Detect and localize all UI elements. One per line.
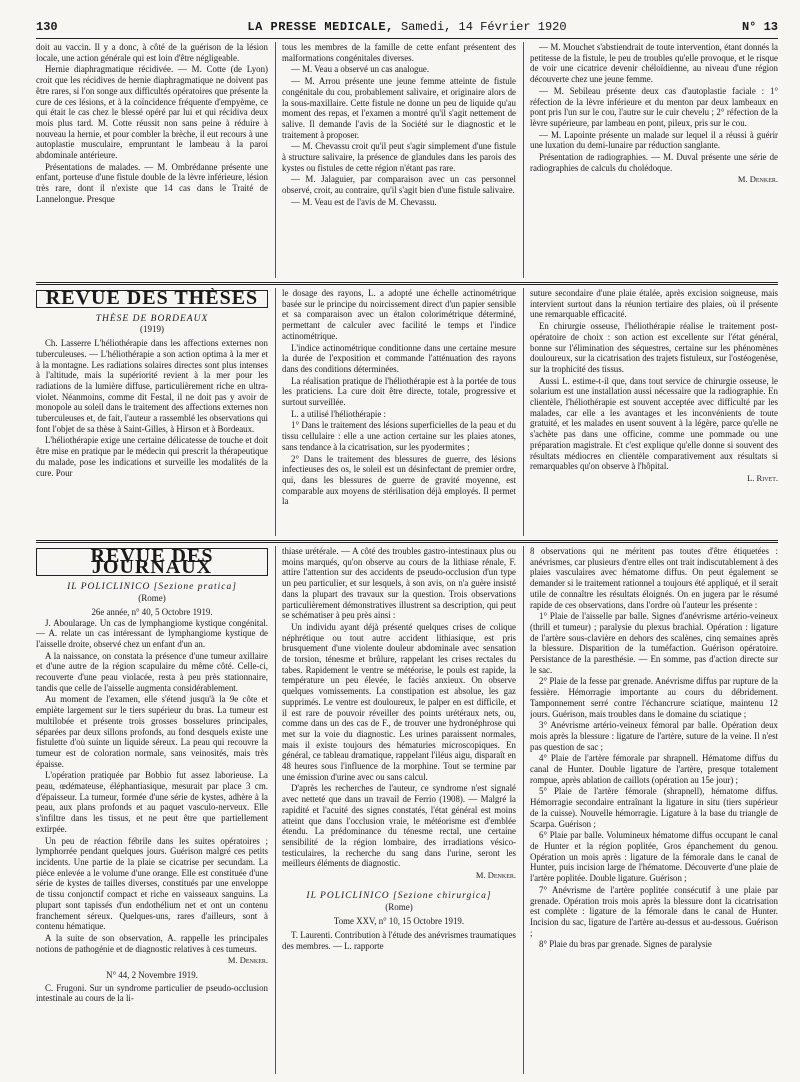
paragraph: D'après les recherches de l'auteur, ce syndrome n'est signalé avec netteté que dans un travail de Ferrio (1908). — Malgré la rapidité et l'acuité des signes constatés, l'état général est moins atteint que dans l'occlusion vraie, le météorisme est d'emblée étendu. La prédominance du ténesme rectal, une certaine sensibilité de la région lombaire, des irradiations vésico-testiculaires, la recherche du sang dans l'urine, seront les meilleurs éléments de diagnostic.	[282, 783, 516, 869]
paragraph: Au moment de l'examen, elle s'étend jusqu'à la 9e côte et empiète largement sur le tiers supérieur du bras. La tumeur est multilobée et présente trois grosses bosselures principales, séparées par deux sillons profonds, au fond desquels existe une fistulette d'où suinte un liquide séreux. La peau qui recouvre la tumeur est de coloration normale, sans veinosités, mais très épaisse.	[36, 694, 268, 769]
paragraph: 8 observations qui ne méritent pas toutes d'être étiquetées : anévrismes, car plusieurs d'entre elles ont trait indiscutablement à des plaies vasculaires avec hématome diffus. On peut également se demander si le traitement rationnel a toujours été appliqué, et il serait utile de connaître les résultats éloignés. On en jugera par le résumé rapide de ces observations, dans l'ordre où l'auteur les présente :	[530, 546, 778, 610]
journal-source: IL POLICLINICO [Sezione pratica]	[67, 582, 237, 593]
column-divider	[523, 42, 524, 278]
section-heading-theses: REVUE DES THÈSES	[36, 290, 268, 308]
paragraph: — M. Arrou présente une jeune femme atteinte de fistule congénitale du cou, probablement salivaire, et originaire alors de la sous-maxillaire. Cette fistule ne donne un peu de liquide qu'au moment des repas, et l'examen a montré qu'il s'agit nettement de salive. Il demande l'avis de la Société sur le diagnostic et le traitement à proposer.	[282, 76, 516, 140]
page-number: 130	[36, 20, 58, 34]
paragraph: suture secondaire d'une plaie étalée, après excision soigneuse, mais intervient surtout dans la réunion tertiaire des plaies, où il présente une remarquable efficacité.	[530, 288, 778, 320]
paragraph: A la suite de son observation, A. rappelle les principales notions de pathogénie et de diagnostic relatives à ces tumeurs.	[36, 932, 268, 954]
paragraph: 2° Dans le traitement des blessures de guerre, des lésions infectieuses des os, le soleil est un désinfectant de premier ordre, qui, dans les blessures de guerre de gravité moyenne, est comparable aux moyens de stérilisation déjà employés. Il permet la	[282, 453, 516, 507]
author-signature: M. Denker.	[227, 955, 268, 966]
paragraph: 1° Dans le traitement des lésions superficielles de la peau et du tissu cellulaire : elle a une action certaine sur les plaies atones, sans tendance à la cicatrisation, sur les pyodermites ;	[282, 420, 516, 452]
page-header	[36, 16, 778, 38]
theses-column-1	[36, 288, 268, 536]
column-divider	[523, 546, 524, 1074]
paragraph: 5° Plaie de l'artère fémorale (shrapnell), hématome diffus. Hémorragie secondaire entraînant la ligature in situ (tiers supérieur de la cuisse). Nouvelle hémorragie. Ligature à la base du triangle de Scarpa. Guérison ;	[530, 786, 778, 829]
theses-year: (1919)	[140, 324, 164, 335]
paragraph: J. Aboularage. Un cas de lymphangiome kystique congénital. — A. relate un cas intéressant de lymphangiome kystique de l'aisselle droite, observé chez un enfant d'un an.	[36, 617, 268, 649]
paragraph: 2° Plaie de la fesse par grenade. Anévrisme diffus par rupture de la fessière. Hémorragie importante au cours du débridement. Tamponnement serré contre l'échancrure sciatique, maintenu 12 jours. Guérison, mais troubles dans le domaine du sciatique ;	[530, 676, 778, 719]
paragraph: L'héliothérapie exige une certaine délicatesse de touche et doit être mise en pratique par le médecin qui prescrit la thérapeutique du malade, pose les indications et surveille les modalités de la cure. Pour	[36, 435, 268, 478]
paragraph: 1° Plaie de l'aisselle par balle. Signes d'anévrisme artério-veineux (thrill et tumeur) ; paralysie du plexus brachial. Opération : ligature de l'artère sous-clavière en dehors des scalènes, cinq semaines après la blessure. Disparition de la tuméfaction. Guérison opératoire. Persistance de la paresthésie. — En somme, pas d'action directe sur le sac.	[530, 611, 778, 675]
paragraph: En chirurgie osseuse, l'héliothérapie réalise le traitement post-opératoire de choix : son action est excellente sur l'état général, bonne sur l'élimination des séquestres, certaine sur les phénomènes douloureux, sur la cicatrisation des trajets fistuleux, sur l'ostéogenèse, sur la trophicité des tissus.	[530, 321, 778, 374]
paragraph: 6° Plaie par balle. Volumineux hématome diffus occupant le canal de Hunter et la région poplitée, Gros épanchement du genou. Opération un mois après : ligature de la fémorale dans le canal de Hunter, puis incision large de l'hématome. Découverte d'une plaie de l'artère poplitée. Double ligature. Guérison ;	[530, 830, 778, 884]
column-divider	[275, 42, 276, 278]
journal-issue: Tome XXV, n° 10, 15 Octobre 1919.	[333, 916, 465, 927]
newspaper-page	[36, 16, 778, 1074]
section-rule	[36, 540, 778, 543]
paragraph: T. Laurenti. Contribution à l'étude des anévrismes traumatiques des membres. — L. rapporte	[282, 929, 516, 951]
paragraph: — M. Mouchet s'abstiendrait de toute intervention, étant donnés la petitesse de la fistule, le peu de troubles qu'elle provoque, et le risque de voir une cicatrice devenir chéloïdienne, au niveau d'une région découverte chez une jeune femme.	[530, 42, 778, 85]
paragraph: Ch. Lasserre L'héliothérapie dans les affections externes non tuberculeuses. — L'héliothérapie a son action optima à la mer et à la montagne. Les radiations solaires directes sont plus intenses à l'altitude, mais la supériorité revient à la mer pour les radiations de la lumière diffuse, particulièrement riche en ultra-violet. Néanmoins, comme dit Festal, il ne doit pas y avoir de monopole au soleil dans le traitement des affections externes non tuberculeuses et, de fait, l'auteur a rassemblé les observations qui font l'objet de sa thèse à Saint-Gilles, à Hirson et à Bordeaux.	[36, 338, 268, 434]
author-signature: L. Rivet.	[747, 472, 778, 483]
journaux-column-3	[530, 546, 778, 1074]
paragraph: Un individu ayant déjà présenté quelques crises de colique néphrétique ou tout autre accident lithiasique, est pris brusquement d'une violente douleur abdominale avec sensation de torsion, ténesme et brûlure, rappelant les crises rectales du tabes. Rapidement le ventre se météorise, le pouls est rapide, la température un peu élevée, le faciès anxieux. On observe quelques vomissements. La constipation est absolue, les gaz supprimés. Le ventre est douloureux, le palper en est difficile, et il est rare de pouvoir réveiller des points urétéraux nets, ou, comme dans un des cas de F., de trouver une hydronéphrose qui met sur la voie du diagnostic. Les urines paraissent normales, mais il existe toujours des hématuries microscopiques. En général, ce tableau dramatique, rappelant l'iléus aigu, disparaît en 48 heures sous l'influence de la morphine. Tout se termine par une émission d'urine avec ou sans calcul.	[282, 621, 516, 782]
section-heading-journaux: REVUE DES JOURNAUX	[36, 548, 268, 576]
author-signature: M. Denker.	[475, 870, 516, 881]
top-column-1	[36, 42, 268, 278]
author-signature: M. Denker.	[737, 174, 778, 185]
paragraph: — M. Veau a observé un cas analogue.	[291, 64, 430, 75]
theses-column-3	[530, 288, 778, 536]
paragraph: Présentations de malades. — M. Ombrédanne présente une enfant, porteuse d'une fistule double de la lèvre inférieure, lésion très rare, dont il n'existe que 14 cas dans le Traité de Lannelongue. Presque	[36, 161, 268, 204]
paragraph: C. Frugoni. Sur un syndrome particulier de pseudo-occlusion intestinale au cours de la li-	[36, 982, 268, 1004]
paragraph: — M. Jalaguier, par comparaison avec un cas personnel observé, croit, au contraire, qu'il s'agit bien d'une fistule salivaire.	[282, 174, 516, 196]
paragraph: thiase urétérale. — A côté des troubles gastro-intestinaux plus ou moins marqués, qu'on observe au cours de la lithiase rénale, F. attire l'attention sur des accidents de pseudo-occlusion d'un type un peu particulier, et sur lesquels, à son avis, on n'a guère insisté dans la plupart des travaux sur la question. Trois observations particulièrement démonstratives illustrent sa description, qui peut se schématiser à peu près ainsi :	[282, 546, 516, 621]
paragraph: La réalisation pratique de l'héliothérapie est à la portée de tous les praticiens. La cure doit être directe, totale, progressive et surtout surveillée.	[282, 375, 516, 408]
journal-city: (Rome)	[138, 593, 166, 604]
paragraph: 8° Plaie du bras par grenade. Signes de paralysie	[539, 939, 712, 950]
journal-source: IL POLICLINICO [Sezione chirurgica]	[306, 890, 492, 901]
paragraph: 3° Anévrisme artério-veineux fémoral par balle. Opération deux mois après la blessure : ligature de l'artère, suture de la veine. Il n'est pas question de sac ;	[530, 720, 778, 752]
column-divider	[275, 546, 276, 1074]
paragraph: — M. Veau est de l'avis de M. Chevassu.	[291, 196, 437, 207]
paragraph: 4° Plaie de l'artère fémorale par shrapnell. Hématome diffus du canal de Hunter. Double ligature de l'artère, presque totalement rompue, après ablation de caillots (opération au 15e jour) ;	[530, 753, 778, 785]
paragraph: doit au vaccin. Il y a donc, à côté de la guérison de la lésion locale, une action générale qui est loin d'être négligeable.	[36, 42, 268, 63]
journal-issue: 26e année, n° 40, 5 Octobre 1919.	[91, 606, 213, 617]
journal-issue: N° 44, 2 Novembre 1919.	[106, 970, 198, 981]
paragraph: Présentation de radiographies. — M. Duval présente une série de radiographies de calculs du cholédoque.	[530, 152, 778, 173]
journal-name: LA PRESSE MEDICALE,	[247, 20, 394, 34]
top-column-3	[530, 42, 778, 278]
theses-column-2	[282, 288, 516, 536]
paragraph: A la naissance, on constata la présence d'une tumeur axillaire et d'une autre de la région scapulaire du même côté. Celle-ci, recouverte d'une peau violacée, resta à peu près stationnaire, tandis que celle de l'aisselle augmenta considérablement.	[36, 650, 268, 693]
paragraph: — M. Sebileau présente deux cas d'autoplastie faciale : 1° réfection de la lèvre inférieure et du menton par deux lambeaux en pont pris l'un sur le cou, l'autre sur le cuir chevelu ; 2° réfection de la lèvre supérieure, par lambeau en pont, pileux, pris sur le cou.	[530, 85, 778, 128]
paragraph: Hernie diaphragmatique récidivée. — M. Cotte (de Lyon) croit que les récidives de hernie diaphragmatique ne doivent pas être rares, si l'on songe aux difficultés opératoires que présente la cure de ces lésions, et à la coïncidence fréquente d'empyème, ce qui était le cas chez le blessé opéré par lui et qui récidiva deux mois plus tard. M. Cotte réussit non sans peine à réduire à nouveau la hernie, et pour combler la brèche, il eut recours à une autoplastie musculaire, empruntant le lambeau à la paroi abdominale antérieure.	[36, 64, 268, 161]
paragraph: L'indice actinométrique conditionne dans une certaine mesure la durée de l'exposition et commande l'atténuation des rayons dans des conditions déterminées.	[282, 342, 516, 374]
section-rule	[36, 282, 778, 285]
paragraph: Un peu de réaction fébrile dans les suites opératoires ; lymphorrée pendant quelques jours. Guérison malgré ces petits incidents. Une partie de la plaie se cicatrise per secundam. La pièce enlevée a le volume d'une orange. Elle est constituée d'une série de kystes de tailles diverses, constitués par une enveloppe de tissu conjonctif compact et riche en vaisseaux sanguins. La plupart sont tapissés d'un endothélium net et ont un contenu franchement séreux. Quelques-uns, rares d'ailleurs, sont à contenu hématique.	[36, 835, 268, 932]
issue-number: N° 13	[741, 20, 778, 34]
journal-title	[36, 20, 778, 34]
paragraph: le dosage des rayons, L. a adopté une échelle actinométrique basée sur le principe du noircissement direct d'un papier sensible et sa comparaison avec un étalon colorimétrique déterminé, permettant de calculer avec facilité le temps et l'indice actinométrique.	[282, 288, 516, 341]
issue-date: Samedi, 14 Février 1920	[393, 20, 567, 34]
paragraph: Aussi L. estime-t-il que, dans tout service de chirurgie osseuse, le solarium est une installation aussi nécessaire que la radiographie. En clientèle, l'héliothérapie est souvent acceptée avec difficulté par les malades, car elle a les avantages et les inconvénients de toute gratuité, et les malades en usent souvent à la légère, parce qu'elle ne s'achète pas dans une officine, comme une pommade ou une préparation magistrale. Et c'est explique qu'elle donne si souvent des résultats médiocres en clientèle comparativement aux résultats si remarquables qu'on observe à l'hôpital.	[530, 375, 778, 472]
paragraph: — M. Lapointe présente un malade sur lequel il a réussi à guérir une luxation du demi-lunaire par réduction sanglante.	[530, 129, 778, 151]
journaux-column-2	[282, 546, 516, 1074]
top-column-2	[282, 42, 516, 278]
column-divider	[523, 288, 524, 536]
journal-city: (Rome)	[385, 901, 413, 912]
column-divider	[275, 288, 276, 536]
paragraph: L'opération pratiquée par Bobbio fut assez laborieuse. La peau, œdémateuse, éléphantiasique, mesurait par place 3 cm. d'épaisseur. La tumeur, formée d'une série de kystes, adhère à la peau, aux plans profonds et au paquet vasculo-nerveux. Elle s'infiltre dans les tissus, et ne peut être que partiellement extirpée.	[36, 770, 268, 834]
header-rule	[36, 38, 778, 39]
paragraph: 7° Anévrisme de l'artère poplitée consécutif à une plaie par grenade. Opération trois mois après la blessure dont la cicatrisation est complète : ligature de la fémorale dans le canal de Hunter. Incision du sac, ligature de l'artère au-dessus et au-dessous. Guérison ;	[530, 884, 778, 938]
paragraph: — M. Chevassu croit qu'il peut s'agir simplement d'une fistule à structure salivaire, la présence de glandules dans les parois des kystes ou fistules de cette région n'étant pas rare.	[282, 141, 516, 173]
paragraph: L. a utilisé l'héliothérapie :	[291, 408, 387, 419]
theses-subheading: THÈSE DE BORDEAUX	[95, 313, 209, 324]
paragraph: tous les membres de la famille de cette enfant présentent des malformations congénitales diverses.	[282, 42, 516, 63]
journaux-column-1	[36, 546, 268, 1074]
